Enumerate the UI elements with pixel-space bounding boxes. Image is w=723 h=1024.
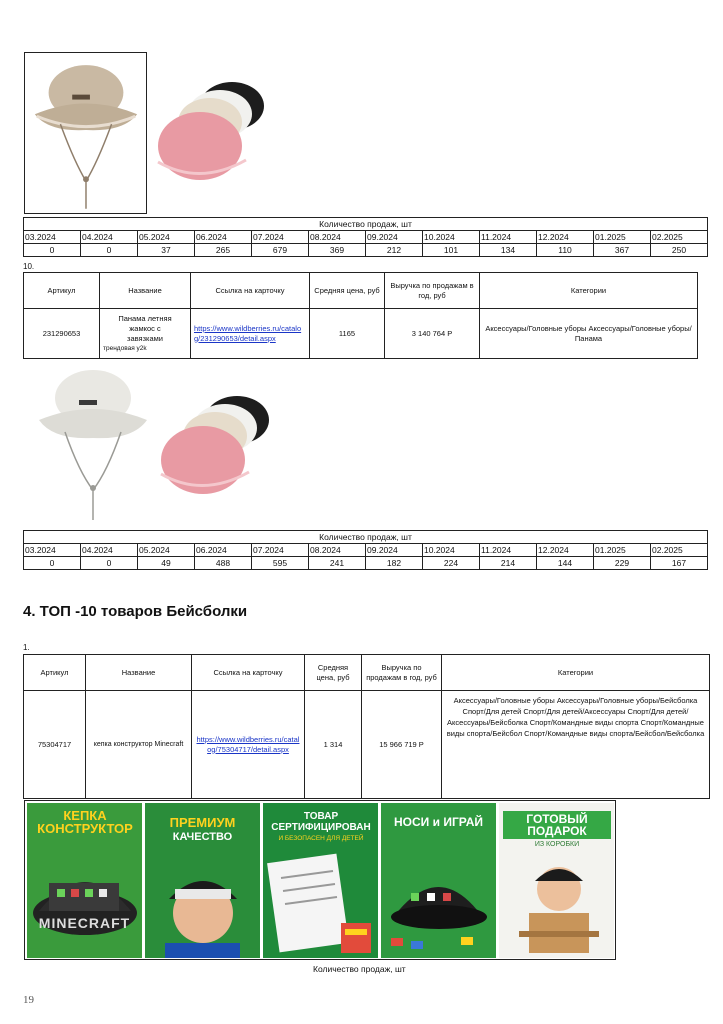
header-article: Артикул [24,273,100,309]
value-cell: 679 [252,244,309,257]
sales-caption: Количество продаж, шт [24,218,708,231]
header-revenue: Выручка по продажам в год, руб [362,655,442,691]
month-cell: 12.2024 [537,231,594,244]
sales-caption: Количество продаж, шт [24,531,708,544]
banner-premium [145,803,260,958]
value-cell: 367 [594,244,651,257]
certificate-illustration [263,803,378,958]
value-cell: 265 [195,244,252,257]
value-cell: 134 [480,244,537,257]
month-cell: 05.2024 [138,231,195,244]
month-cell: 03.2024 [24,231,81,244]
month-cell: 07.2024 [252,544,309,557]
product-link-cell [191,309,310,359]
product-banners-strip [24,800,616,960]
values-row [24,557,708,570]
categories-value: Аксессуары/Головные уборы Аксессуары/Головные уборы/Бейсболка Спорт/Для детей Спорт/Для детей/Аксессуары Спорт/Для детей/Аксессуары/Бейсболка Спорт/Командные виды спорта Спорт/Командные виды спорта/Бейсбол Спорт/Командные виды спорта/Бейсбол/Бейсболка [442,691,710,799]
month-cell: 04.2024 [81,544,138,557]
avg-price-value: 1 314 [305,691,362,799]
product-link[interactable]: https://www.wildberries.ru/catalog/231290653/detail.aspx [194,323,302,343]
banner-construct-cap [27,803,142,958]
banner-gift [499,803,614,958]
beige-panama-photo [24,52,147,214]
banner-title: НОСИ и ИГРАЙ [393,815,483,829]
header-name: Название [86,655,192,691]
sales-table-1 [23,217,708,257]
value-cell: 488 [195,557,252,570]
revenue-value: 3 140 764 Р [385,309,480,359]
value-cell: 49 [138,557,195,570]
value-cell: 0 [81,557,138,570]
month-cell: 06.2024 [195,544,252,557]
value-cell: 110 [537,244,594,257]
product-link[interactable]: https://www.wildberries.ru/catalog/75304717/detail.aspx [196,734,300,754]
month-cell: 06.2024 [195,231,252,244]
cap-lego-illustration [381,803,496,958]
product-link-cell [192,691,305,799]
cap-text: MINECRAFT [38,915,131,931]
value-cell: 241 [309,557,366,570]
month-cell: 09.2024 [366,231,423,244]
values-row [24,244,708,257]
header-article: Артикул [24,655,86,691]
article-value: 75304717 [24,691,86,799]
month-cell: 02.2025 [651,544,708,557]
value-cell: 369 [309,244,366,257]
page-number: 19 [23,994,34,1006]
colored-panamas-photo [150,54,270,214]
value-cell: 0 [24,557,81,570]
categories-value: Аксессуары/Головные уборы Аксессуары/Головные уборы/Панама [480,309,698,359]
kid-gift-illustration [499,803,614,958]
banner-title: ТОВАР СЕРТИФИЦИРОВАН [271,811,371,833]
table-row [24,309,698,359]
banner-title: ГОТОВЫЙ ПОДАРОК [503,811,611,839]
month-cell: 08.2024 [309,544,366,557]
value-cell: 224 [423,557,480,570]
avg-price-value: 1165 [310,309,385,359]
article-value: 231290653 [24,309,100,359]
month-cell: 07.2024 [252,231,309,244]
value-cell: 37 [138,244,195,257]
section-heading: 4. ТОП -10 товаров Бейсболки [23,603,248,620]
product-table-10 [23,272,698,359]
month-cell: 11.2024 [480,544,537,557]
month-cell: 12.2024 [537,544,594,557]
table-row [24,691,710,799]
product-name: кепка конструктор Minecraft [86,691,192,799]
sales-caption-baseball: Количество продаж, шт [313,964,406,974]
month-cell: 04.2024 [81,231,138,244]
colored-panamas-photo-2 [155,362,273,524]
banner-title: КЕПКА КОНСТРУКТОР [37,808,133,836]
sales-table-10 [23,530,708,570]
month-cell: 05.2024 [138,544,195,557]
header-name: Название [100,273,191,309]
month-cell: 01.2025 [594,231,651,244]
month-cell: 08.2024 [309,231,366,244]
item-number-1: 1. [23,643,30,652]
header-link: Ссылка на карточку [192,655,305,691]
months-row [24,231,708,244]
product-name-cell [100,309,191,359]
header-categories: Категории [442,655,710,691]
value-cell: 214 [480,557,537,570]
header-revenue: Выручка по продажам в год, руб [385,273,480,309]
banner-subtitle: И БЕЗОПАСЕН ДЛЯ ДЕТЕЙ [278,835,364,842]
month-cell: 09.2024 [366,544,423,557]
value-cell: 229 [594,557,651,570]
banner-certified [263,803,378,958]
header-avg-price: Средняя цена, руб [305,655,362,691]
value-cell: 595 [252,557,309,570]
banner-subtitle: ИЗ КОРОБКИ [534,841,580,848]
value-cell: 182 [366,557,423,570]
value-cell: 212 [366,244,423,257]
value-cell: 0 [81,244,138,257]
month-cell: 10.2024 [423,544,480,557]
item-number-10: 10. [23,262,35,271]
value-cell: 167 [651,557,708,570]
banner-wear-and-play [381,803,496,958]
value-cell: 144 [537,557,594,570]
banner-title: ПРЕМИУМ [169,815,236,830]
month-cell: 02.2025 [651,231,708,244]
value-cell: 101 [423,244,480,257]
months-row [24,544,708,557]
product-table-baseball [23,654,710,799]
header-categories: Категории [480,273,698,309]
month-cell: 01.2025 [594,544,651,557]
header-avg-price: Средняя цена, руб [310,273,385,309]
revenue-value: 15 966 719 Р [362,691,442,799]
value-cell: 0 [24,244,81,257]
value-cell: 250 [651,244,708,257]
kid-illustration [145,803,260,958]
month-cell: 03.2024 [24,544,81,557]
product-name-sub: трендовая y2k [103,344,147,352]
cap-illustration [27,803,142,958]
banner-subtitle: КАЧЕСТВО [172,831,233,843]
white-panama-photo [35,362,153,524]
month-cell: 10.2024 [423,231,480,244]
month-cell: 11.2024 [480,231,537,244]
product-name: Панама летняя жамкос с завязками [118,313,172,343]
header-link: Ссылка на карточку [191,273,310,309]
